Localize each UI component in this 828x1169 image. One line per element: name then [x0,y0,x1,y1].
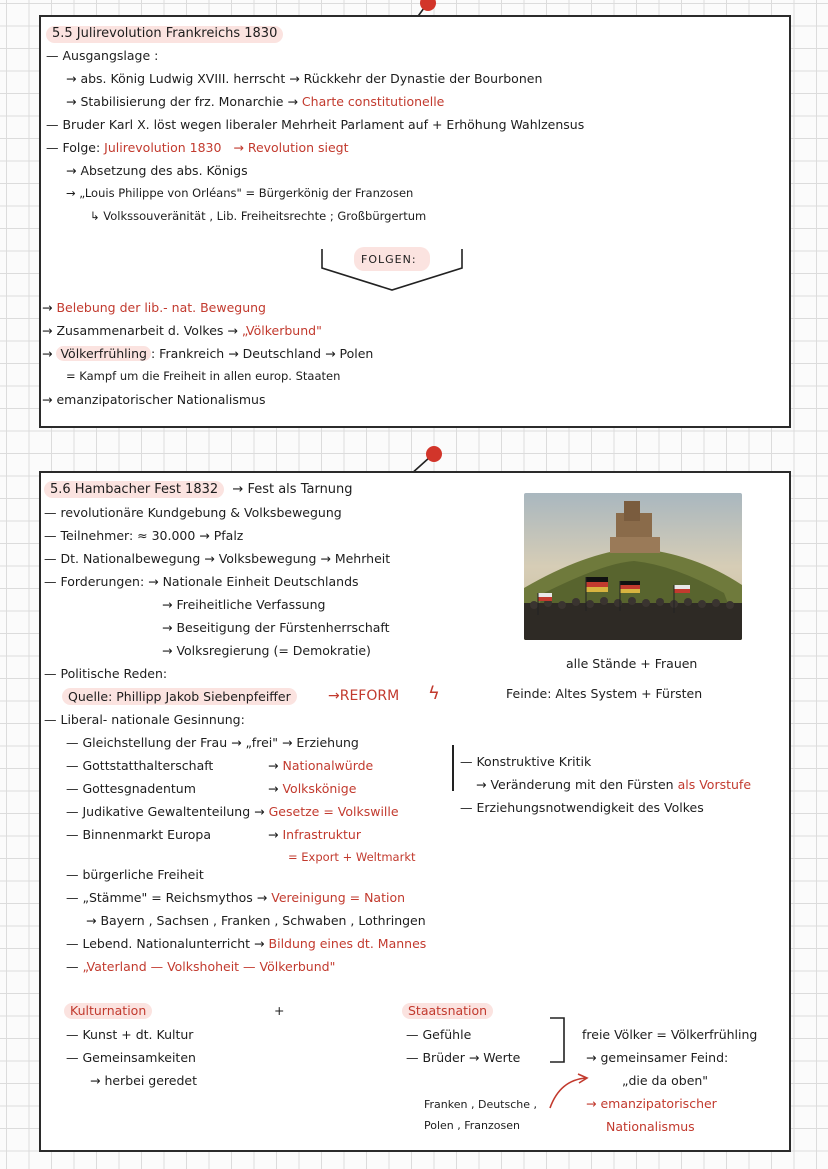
line: → abs. König Ludwig XVIII. herrscht → Rückkehr der Dynastie der Bourbonen [66,71,543,86]
bracket-shape [548,1016,570,1064]
line: Nationalismus [606,1119,695,1134]
folgen-label: FOLGEN: [361,253,417,266]
line: → Bayern , Sachsen , Franken , Schwaben , Lothringen [86,913,426,928]
line: Polen , Franzosen [424,1119,520,1132]
line: → Volkskönige [268,781,357,796]
consequence-line: → Völkerfrühling : Frankreich → Deutschland → Polen [42,346,374,361]
line: ↳ Volkssouveränität , Lib. Freiheitsrechte ; Großbürgertum [90,209,427,223]
line: — revolutionäre Kundgebung & Volksbewegung [44,505,342,520]
line: „die da oben" [622,1073,709,1088]
line: — Gemeinsamkeiten [66,1050,196,1065]
line: — Kunst + dt. Kultur [66,1027,194,1042]
line-folge: — Folge: Julirevolution 1830 → Revolution siegt [46,140,349,155]
line: — Dt. Nationalbewegung → Volksbewegung → Mehrheit [44,551,391,566]
feinde-line: Feinde: Altes System + Fürsten [506,686,703,701]
line: freie Völker = Völkerfrühling [582,1027,758,1042]
line: → Nationalwürde [268,758,374,773]
line: — Liberal- nationale Gesinnung: [44,712,245,727]
line: — Bruder Karl X. löst wegen liberaler Mehrheit Parlament auf + Erhöhung Wahlzensus [46,117,585,132]
line: → Beseitigung der Fürstenherrschaft [162,620,390,635]
line: → Veränderung mit den Fürsten als Vorstufe [476,777,752,792]
line: — bürgerliche Freiheit [66,867,204,882]
line: = Export + Weltmarkt [288,850,416,864]
consequence-line: = Kampf um die Freiheit in allen europ. Staaten [66,369,341,383]
line: → Volksregierung (= Demokratie) [162,643,371,658]
line: — Gleichstellung der Frau → „frei" → Erziehung [66,735,359,750]
painting-caption: alle Stände + Frauen [566,656,698,671]
line: — Forderungen: → Nationale Einheit Deutschlands [44,574,359,589]
line-ausgangslage: — Ausgangslage : [46,48,159,63]
line: — Binnenmarkt Europa [66,827,211,842]
plus-sign: + [274,1003,285,1018]
line: → gemeinsamer Feind: [586,1050,729,1065]
kulturnation-heading: Kulturnation [64,1003,152,1019]
line: — Judikative Gewaltenteilung → Gesetze = Volkswille [66,804,399,819]
line: → herbei geredet [90,1073,197,1088]
reform-label: →REFORM [328,688,400,704]
line: → emanzipatorischer [586,1096,717,1111]
line: → Stabilisierung der frz. Monarchie → Charte constitutionelle [66,94,445,109]
line: — „Vaterland — Volkshoheit — Völkerbund" [66,959,336,974]
consequence-line: → Zusammenarbeit d. Volkes → „Völkerbund" [42,323,322,338]
line: — Gottesgnadentum [66,781,196,796]
line: — Gottstatthalterschaft [66,758,214,773]
line: — Erziehungsnotwendigkeit des Volkes [460,800,704,815]
line: — „Stämme" = Reichsmythos → Vereinigung = Nation [66,890,406,905]
line: → Freiheitliche Verfassung [162,597,326,612]
consequence-line: → Belebung der lib.- nat. Bewegung [42,300,266,315]
lightning-icon: ϟ [428,683,440,704]
line: — Lebend. Nationalunterricht → Bildung eines dt. Mannes [66,936,427,951]
line: — Brüder → Werte [406,1050,521,1065]
hambacher-fest-painting [524,493,742,640]
line: — Teilnehmer: ≈ 30.000 → Pfalz [44,528,244,543]
staatsnation-heading: Staatsnation [402,1003,493,1019]
line: — Konstruktive Kritik [460,754,592,769]
divider-line [452,745,454,791]
line: → „Louis Philippe von Orléans" = Bürgerkönig der Franzosen [66,186,414,200]
section-title: 5.5 Julirevolution Frankreichs 1830 [46,26,283,43]
line-quelle: Quelle: Phillipp Jakob Siebenpfeiffer [62,690,297,704]
line: → Infrastruktur [268,827,361,842]
line: — Politische Reden: [44,666,168,681]
line: Franken , Deutsche , [424,1098,538,1111]
consequence-line: → emanzipatorischer Nationalismus [42,392,266,407]
section-title: 5.6 Hambacher Fest 1832 → Fest als Tarnung [44,483,353,498]
line: — Gefühle [406,1027,472,1042]
line: → Absetzung des abs. Königs [66,163,248,178]
